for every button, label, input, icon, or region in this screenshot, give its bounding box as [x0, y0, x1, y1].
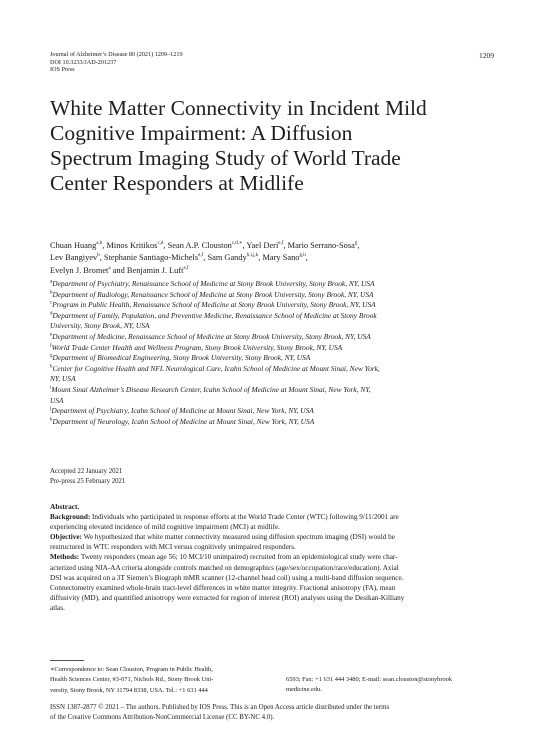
correspondence-footnote [50, 665, 262, 696]
footnote-line: Health Sciences Center, #3-071, Nichols Rd., Stony Brook Uni- [50, 676, 214, 684]
abstract-line [50, 563, 496, 573]
affiliation-text: Center for Cognitive Health and NFL Neurological Care, Icahn School of Medicine at Mount Sinai, New York, [52, 363, 380, 373]
affiliation-line [50, 311, 498, 322]
journal-doi: DOI 10.3233/JAD-201237 [50, 58, 117, 66]
article-dates [50, 467, 125, 487]
title-line: Spectrum Imaging Study of World Trade [50, 146, 401, 170]
affiliation-marker: b [50, 290, 53, 296]
author-name: Mary Sano [262, 253, 300, 263]
affiliation-line [50, 300, 498, 311]
correspondence-footnote-continued [286, 675, 496, 696]
affiliation-line [50, 332, 498, 343]
affiliation-marker: h [50, 364, 53, 370]
abstract-text: We hypothesized that white matter connectivity measured using diffusion spectrum imaging (DSI) would be [83, 533, 395, 542]
author-affiliation-marker: e,f [183, 266, 189, 272]
affiliation-marker: i [50, 385, 52, 391]
affiliation-marker: k [50, 417, 53, 423]
affiliation-text: Department of Family, Population, and Preventive Medicine, Renaissance School of Medicine at Stony Brook [52, 310, 377, 320]
abstract-text: Twenty responders (mean age 56; 10 MCI/10 unimpaired) recruited from an epidemiological study were char- [80, 553, 398, 562]
author-name: Stephanie Santiago-Michels [103, 253, 199, 263]
author-affiliation-marker: h,i,j,k [246, 253, 259, 259]
affiliation-line [50, 374, 498, 385]
author-separator: , [102, 241, 107, 250]
abstract-line [50, 593, 496, 603]
affiliation-text: Department of Psychiatry, Icahn School of Medicine at Mount Sinai, New York, NY, USA [51, 406, 314, 416]
affiliation-marker: j [50, 406, 52, 412]
author-affiliation-marker: c,d,∗ [231, 241, 243, 247]
affiliation-line [50, 290, 498, 301]
abstract-line [50, 512, 496, 522]
affiliation-marker: f [50, 343, 52, 349]
abstract-text: restructured in WTC responders with MCI versus cognitively unimpaired responders. [50, 543, 296, 552]
affiliation-text: NY, USA [50, 374, 76, 384]
abstract-text: Connectometry examined whole-brain tract-level differences in white matter integrity. Fractional anisotropy (FA), mean [50, 583, 396, 592]
abstract-heading: Abstract. [50, 502, 80, 511]
page-number: 1209 [479, 51, 494, 60]
footnote-line: medicine.edu. [286, 686, 322, 694]
affiliation-marker: g [50, 353, 53, 359]
author-separator: , [203, 253, 208, 263]
affiliation-text: Department of Radiology, Renaissance School of Medicine at Stony Brook University, Stony Brook, NY, USA [52, 289, 374, 299]
affiliation-list [50, 279, 498, 427]
author-affiliation-marker: b [97, 253, 100, 259]
abstract-line [50, 532, 496, 542]
author-affiliation-marker: c,d [157, 241, 164, 247]
affiliation-text: Department of Biomedical Engineering, Stony Brook University, Stony Brook, NY, USA [52, 353, 311, 363]
affiliation-text: Department of Neurology, Icahn School of Medicine at Mount Sinai, New York, NY, USA [52, 416, 315, 426]
abstract-text: experiencing elevated incidence of mild cognitive impairment (MCI) at midlife. [50, 523, 280, 532]
footnote-line: versity, Stony Brook, NY 11794 8338, USA. Tel.: +1 631 444 [50, 686, 208, 694]
abstract-section-label: Methods: [50, 553, 80, 562]
affiliation-line [50, 353, 498, 364]
author-separator: , [99, 253, 104, 263]
affiliation-line [50, 279, 498, 290]
abstract-line [50, 573, 496, 583]
affiliation-line [50, 385, 498, 396]
abstract-text: acterized using NIA-AA criteria alongside controls matched on demographics (age/sex/occupation/race/education). Axial [50, 563, 399, 572]
affiliation-text: Mount Sinai Alzheimer’s Disease Research Center, Icahn School of Medicine at Mount Sinai, New York, NY, [51, 384, 371, 394]
article-title [50, 96, 510, 196]
author-affiliation-marker: a,b [96, 241, 103, 247]
author-affiliation-marker: g,h [299, 253, 306, 259]
author-separator: and [110, 265, 127, 275]
author-affiliation-marker: g [354, 241, 358, 247]
affiliation-text: Department of Medicine, Renaissance School of Medicine at Stony Brook University, Stony Brook, NY, USA [52, 331, 371, 341]
affiliation-text: Department of Psychiatry, Renaissance School of Medicine at Stony Brook University, Stony Brook, NY, USA [52, 279, 375, 288]
author-name: Sam Gandy [207, 253, 247, 263]
journal-publisher: IOS Press [50, 66, 75, 74]
affiliation-line [50, 321, 498, 332]
license-statement [50, 703, 496, 724]
abstract-line [50, 522, 496, 532]
abstract-line [50, 583, 496, 593]
title-line: Center Responders at Midlife [50, 171, 304, 195]
author-separator: , [305, 253, 308, 263]
author-separator: , [283, 241, 288, 250]
abstract-line [50, 603, 496, 613]
affiliation-line [50, 396, 498, 407]
accepted-date: Accepted 22 January 2021 [50, 468, 123, 475]
abstract-section-label: Background: [50, 513, 91, 522]
affiliation-line [50, 417, 498, 428]
author-name: Sean A.P. Clouston [167, 241, 232, 250]
author-name: Chuan Huang [50, 241, 97, 250]
author-line [50, 265, 500, 277]
footnote-divider [50, 660, 84, 661]
affiliation-marker: e [50, 332, 53, 338]
journal-header [50, 51, 183, 74]
abstract-line [50, 542, 496, 552]
author-name: Yael Deri [246, 241, 279, 250]
affiliation-marker: c [50, 300, 53, 306]
author-list [50, 240, 500, 277]
author-separator: , [242, 241, 247, 250]
affiliation-line [50, 406, 498, 417]
author-line [50, 252, 500, 264]
author-affiliation-marker: e,f [278, 241, 284, 247]
author-name: Evelyn J. Bromet [50, 265, 109, 275]
author-separator: , [163, 241, 168, 250]
prepress-date: Pre-press 25 February 2021 [50, 478, 126, 485]
footnote-line: ∗Correspondence to: Sean Clouston, Program in Public Health, [50, 666, 213, 673]
title-line: White Matter Connectivity in Incident Mild [50, 96, 427, 120]
author-line [50, 240, 500, 252]
footnote-line: 6593; Fax: +1 631 444 3480; E-mail: sean.clouston@stonybrook [286, 676, 453, 683]
author-affiliation-marker: a [108, 266, 111, 272]
abstract-text: Individuals who participated in response efforts at the World Trade Center (WTC) following 9/11/2001 are [92, 513, 399, 522]
abstract-section-label: Objective: [50, 533, 82, 542]
affiliation-text: USA [50, 395, 64, 405]
abstract-line [50, 552, 496, 562]
author-name: Mario Serrano-Sosa [287, 241, 355, 250]
abstract-text: atlas. [50, 603, 65, 612]
author-name: Minos Kritikos [106, 241, 158, 250]
author-separator: , [357, 241, 360, 250]
affiliation-marker: d [50, 311, 53, 317]
author-affiliation-marker: e,f [198, 253, 204, 259]
affiliation-text: Program in Public Health, Renaissance School of Medicine at Stony Brook University, Stony Brook, NY, USA [52, 300, 376, 310]
journal-citation: Journal of Alzheimer’s Disease 80 (2021) 1209–1219 [50, 51, 183, 58]
abstract [50, 502, 496, 613]
affiliation-line [50, 343, 498, 354]
abstract-text: DSI was acquired on a 3T Siemen’s Biograph mMR scanner (12-channel head coil) using a multi-band diffusion sequence. [50, 573, 404, 582]
affiliation-text: University, Stony Brook, NY, USA [50, 321, 150, 331]
author-separator: , [258, 253, 263, 263]
title-line: Cognitive Impairment: A Diffusion [50, 121, 353, 145]
affiliation-line [50, 364, 498, 375]
author-name: Lev Bangiyev [50, 253, 98, 263]
license-line: of the Creative Commons Attribution-NonCommercial License (CC BY-NC 4.0). [50, 714, 275, 722]
affiliation-text: World Trade Center Health and Wellness Program, Stony Brook University, Stony Brook, NY, USA [51, 342, 343, 352]
author-name: Benjamin J. Luft [126, 265, 184, 275]
license-line: ISSN 1387-2877 © 2021 – The authors. Published by IOS Press. This is an Open Access article distributed under the terms [50, 704, 390, 711]
abstract-text: diffusivity (MD), and quantified anisotropy were extracted for region of interest (ROI) analyses using the Desikan-Killiany [50, 593, 405, 602]
affiliation-marker: a [50, 279, 53, 285]
